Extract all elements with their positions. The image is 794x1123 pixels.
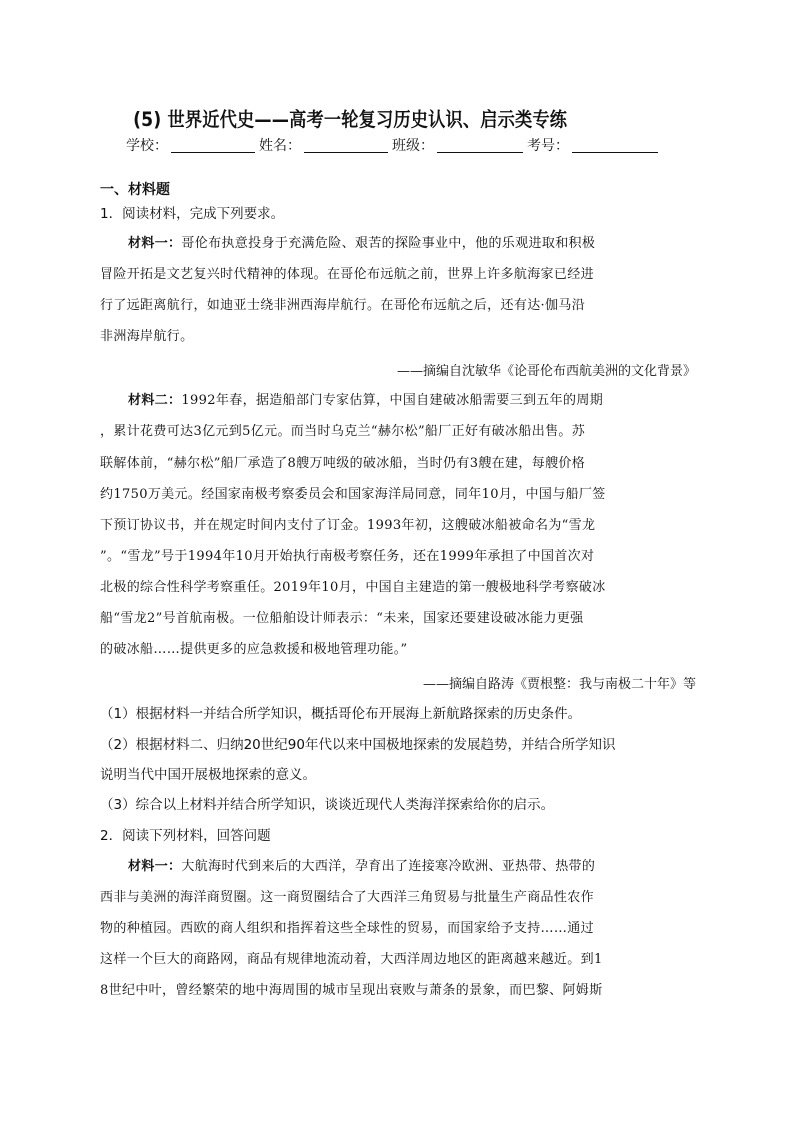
q1-material2-line4: 约1750万美元。经国家南极考察委员会和国家海洋局同意，同年10月，中国与船厂签 [100,487,606,502]
q1-material2-line3: 联解体前，“赫尔松”船厂承造了8艘万吨级的破冰船，当时仍有3艘在建，每艘价格 [100,456,586,471]
q2-material1-line5: 8世纪中叶，曾经繁荣的地中海周围的城市呈现出衰败与萧条的景象，而巴黎、阿姆斯 [100,983,603,998]
q2-material1-line4: 这样一个巨大的商路网，商品有规律地流动着，大西洋周边地区的距离越来越近。到1 [100,952,603,967]
section-heading: 一、材料题 [100,182,170,198]
q2-material1-label: 材料一： [128,859,182,874]
q1-material2-line8: 船“雪龙2”号首航南极。一位船舶设计师表示：“未来，国家还要建设破冰能力更强 [100,611,584,626]
page-title: (5) 世界近代史——高考一轮复习历史认识、启示类专练 [133,108,568,131]
q1-material2-line7: 北极的综合性科学考察重任。2019年10月，中国自主建造的第一艘极地科学考察破冰 [100,580,606,595]
class-blank[interactable] [437,137,523,153]
number-blank[interactable] [572,137,658,153]
q1-material2-source: ——摘编自路涛《贾根整：我与南极二十年》等 [422,677,696,692]
q1-material1-line3: 行了远距离航行，如迪亚士绕非洲西海岸航行。在哥伦布远航之后，还有达·伽马沿 [100,298,586,313]
q2-stem: 2．阅读下列材料，回答问题 [100,828,271,844]
student-info-row [126,135,686,155]
q1-material1-line2: 冒险开拓是文艺复兴时代精神的体现。在哥伦布远航之前，世界上许多航海家已经进 [100,267,594,282]
q1-material1-line1 [128,236,595,252]
q1-material2-line6: ”。“雪龙”号于1994年10月开始执行南极考察任务，还在1999年承担了中国首次对 [100,549,595,564]
q2-material1-line1 [128,859,595,875]
q1-material1-source: ——摘编自沈敏华《论哥伦布西航美洲的文化背景》 [396,364,696,379]
school-label: 学校： [126,138,168,154]
number-label: 考号： [527,138,569,154]
q1-material2-line9: 的破冰船……提供更多的应急救援和极地管理功能。” [100,642,408,657]
q2-material1-line2: 西非与美洲的海洋商贸圈。这一商贸圈结合了大西洋三角贸易与批量生产商品性农作 [100,890,594,905]
q1-material2-line5: 下预订协议书，并在规定时间内支付了订金。1993年初，这艘破冰船被命名为“雪龙 [100,518,596,533]
q1-material2-text: 1992年春，据造船部门专家估算，中国自建破冰船需要三到五年的周期 [181,393,604,408]
q1-subquestion-2-line2: 说明当代中国开展极地探索的意义。 [100,767,316,783]
q1-material1-line4: 非洲海岸航行。 [100,329,194,344]
q1-subquestion-1: （1）根据材料一并结合所学知识，概括哥伦布开展海上新航路探索的历史条件。 [100,706,582,722]
name-label: 姓名： [259,138,301,154]
q1-material2-label: 材料二： [128,393,182,408]
q1-material1-label: 材料一： [128,236,182,251]
school-blank[interactable] [171,137,255,153]
q1-subquestion-2-line1: （2）根据材料二、归纳20世纪90年代以来中国极地探索的发展趋势，并结合所学知识 [100,737,616,753]
q1-material1-text: 哥伦布执意投身于充满危险、艰苦的探险事业中，他的乐观进取和积极 [181,236,596,251]
class-label: 班级： [392,138,434,154]
q1-material2-line1 [128,393,603,409]
name-blank[interactable] [304,137,388,153]
q1-subquestion-3: （3）综合以上材料并结合所学知识，谈谈近现代人类海洋探索给你的启示。 [100,797,555,813]
q1-material2-line2: ，累计花费可达3亿元到5亿元。而当时乌克兰“赫尔松”船厂正好有破冰船出售。苏 [100,424,586,439]
q2-material1-line3: 物的种植园。西欧的商人组织和指挥着这些全球性的贸易，而国家给予支持……通过 [100,921,594,936]
q1-stem: 1．阅读材料，完成下列要求。 [100,206,285,222]
q2-material1-text: 大航海时代到来后的大西洋，孕育出了连接寒冷欧洲、亚热带、热带的 [181,859,596,874]
